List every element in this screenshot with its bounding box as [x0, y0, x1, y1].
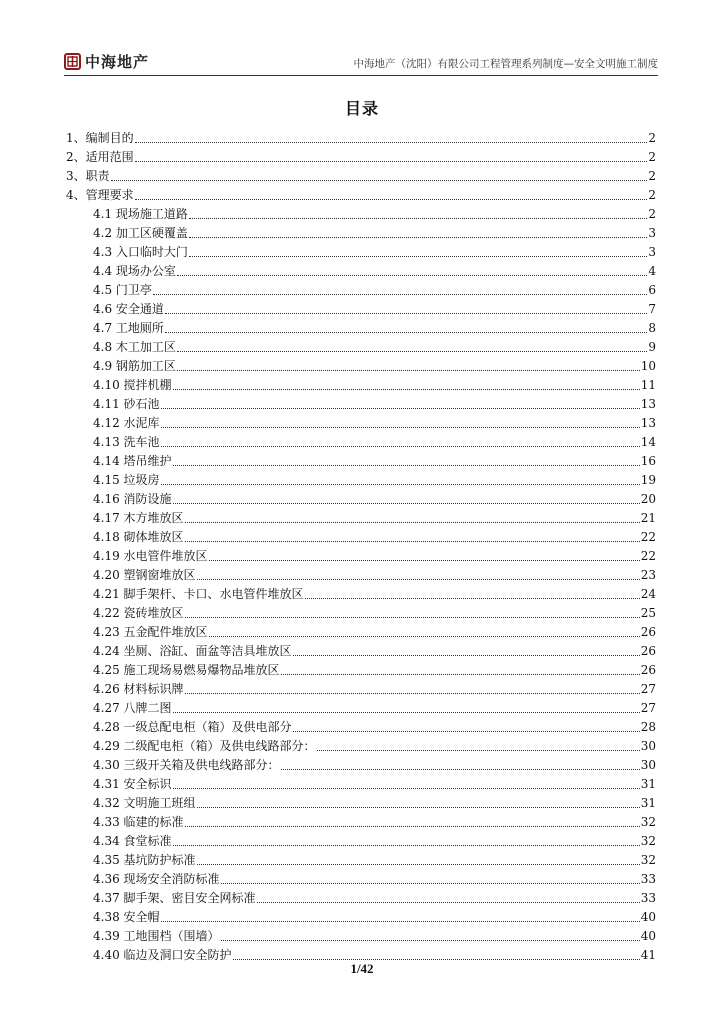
toc-entry[interactable]	[66, 716, 656, 735]
toc-entry-page: 21	[640, 511, 656, 525]
toc-entry-page: 31	[640, 796, 656, 810]
toc-dot-leader	[233, 955, 640, 960]
toc-entry[interactable]	[66, 127, 656, 146]
toc-entry[interactable]	[66, 564, 656, 583]
toc-entry-page: 30	[640, 758, 656, 772]
toc-entry-page: 9	[648, 340, 656, 354]
toc-entry-page: 13	[640, 416, 656, 430]
toc-entry-label: 4.8 木工加工区	[93, 340, 176, 354]
toc-dot-leader	[185, 518, 640, 523]
toc-entry[interactable]	[66, 431, 656, 450]
toc-entry[interactable]	[66, 184, 656, 203]
toc-entry[interactable]	[66, 754, 656, 773]
toc-dot-leader	[185, 613, 640, 618]
toc-entry-page: 13	[640, 397, 656, 411]
toc-entry[interactable]	[66, 241, 656, 260]
toc-entry[interactable]	[66, 830, 656, 849]
toc-entry-label: 4.40 临边及洞口安全防护	[93, 948, 232, 962]
toc-entry-page: 24	[640, 587, 656, 601]
toc-dot-leader	[185, 537, 640, 542]
toc-entry-page: 10	[640, 359, 656, 373]
toc-dot-leader	[189, 233, 647, 238]
toc-entry[interactable]	[66, 393, 656, 412]
toc-entry-page: 19	[640, 473, 656, 487]
toc-entry[interactable]	[66, 146, 656, 165]
toc-entry[interactable]	[66, 545, 656, 564]
toc-entry-label: 4.30 三级开关箱及供电线路部分：	[93, 758, 280, 772]
toc-entry-page: 32	[640, 853, 656, 867]
toc-dot-leader	[221, 936, 640, 941]
toc-entry-label: 4.25 施工现场易燃易爆物品堆放区	[93, 663, 280, 677]
toc-entry-label: 4.3 入口临时大门	[93, 245, 188, 259]
toc-entry-page: 16	[640, 454, 656, 468]
toc-dot-leader	[281, 765, 640, 770]
toc-dot-leader	[173, 708, 640, 713]
toc-entry[interactable]	[66, 165, 656, 184]
toc-entry-label: 4.27 八牌二图	[93, 701, 172, 715]
toc-entry-page: 4	[648, 264, 656, 278]
toc-entry-label: 4.2 加工区硬覆盖	[93, 226, 188, 240]
toc-entry[interactable]	[66, 298, 656, 317]
toc-entry[interactable]	[66, 678, 656, 697]
toc-dot-leader	[153, 290, 647, 295]
toc-dot-leader	[173, 385, 640, 390]
toc-entry[interactable]	[66, 450, 656, 469]
toc-dot-leader	[177, 347, 647, 352]
toc-dot-leader	[305, 594, 640, 599]
toc-entry[interactable]	[66, 279, 656, 298]
toc-entry-page: 6	[648, 283, 656, 297]
toc-entry[interactable]	[66, 222, 656, 241]
toc-entry-label: 4.37 脚手架、密目安全网标准	[93, 891, 256, 905]
toc-dot-leader	[173, 841, 640, 846]
toc-dot-leader	[161, 917, 640, 922]
toc-entry-label: 4.14 塔吊维护	[93, 454, 172, 468]
toc-dot-leader	[165, 328, 647, 333]
toc-entry-label: 4.9 钢筋加工区	[93, 359, 176, 373]
toc-dot-leader	[161, 423, 640, 428]
toc-dot-leader	[185, 822, 640, 827]
toc-entry[interactable]	[66, 925, 656, 944]
toc-entry-label: 4.18 砌体堆放区	[93, 530, 184, 544]
toc-entry[interactable]	[66, 336, 656, 355]
toc-entry-label: 4.7 工地厕所	[93, 321, 164, 335]
page-header	[64, 50, 658, 72]
toc-entry-label: 4.17 木方堆放区	[93, 511, 184, 525]
toc-entry[interactable]	[66, 773, 656, 792]
toc-entry-page: 27	[640, 682, 656, 696]
toc-entry-label: 4.15 垃圾房	[93, 473, 160, 487]
company-logo	[64, 52, 149, 70]
toc-entry[interactable]	[66, 868, 656, 887]
toc-entry-label: 4.33 临建的标准	[93, 815, 184, 829]
toc-entry[interactable]	[66, 887, 656, 906]
toc-dot-leader	[221, 879, 640, 884]
toc-entry-page: 11	[640, 378, 656, 392]
toc-entry-page: 2	[648, 169, 656, 183]
toc-entry-label: 4.32 文明施工班组	[93, 796, 196, 810]
toc-entry[interactable]	[66, 317, 656, 336]
toc-entry-label: 4.28 一级总配电柜（箱）及供电部分	[93, 720, 292, 734]
toc-entry[interactable]	[66, 602, 656, 621]
toc-entry[interactable]	[66, 640, 656, 659]
toc-entry-label: 4.5 门卫亭	[93, 283, 152, 297]
toc-entry[interactable]	[66, 583, 656, 602]
toc-entry-label: 4.12 水泥库	[93, 416, 160, 430]
toc-entry-label: 1、编制目的	[66, 131, 134, 145]
toc-dot-leader	[197, 803, 640, 808]
header-title: 中海地产（沈阳）有限公司工程管理系列制度—安全文明施工制度	[353, 58, 658, 70]
toc-entry-page: 26	[640, 644, 656, 658]
toc-entry-label: 4.6 安全通道	[93, 302, 164, 316]
toc-entry[interactable]	[66, 792, 656, 811]
toc-entry-page: 40	[640, 910, 656, 924]
toc-dot-leader	[161, 404, 640, 409]
toc-entry-page: 40	[640, 929, 656, 943]
logo-mark-icon	[64, 53, 81, 70]
toc-dot-leader	[135, 138, 648, 143]
toc-entry[interactable]	[66, 469, 656, 488]
toc-entry-label: 4.10 搅拌机棚	[93, 378, 172, 392]
toc-dot-leader	[111, 176, 648, 181]
toc-entry-label: 4.16 消防设施	[93, 492, 172, 506]
toc-entry-page: 2	[648, 188, 656, 202]
toc-dot-leader	[293, 727, 640, 732]
toc-entry-page: 22	[640, 549, 656, 563]
table-of-contents	[66, 127, 656, 963]
toc-entry-label: 4.11 砂石池	[93, 397, 160, 411]
toc-entry-page: 33	[640, 891, 656, 905]
toc-dot-leader	[257, 898, 640, 903]
toc-entry[interactable]	[66, 697, 656, 716]
toc-dot-leader	[281, 670, 640, 675]
toc-entry-page: 31	[640, 777, 656, 791]
toc-dot-leader	[173, 461, 640, 466]
toc-entry-label: 4.4 现场办公室	[93, 264, 176, 278]
toc-entry-page: 2	[648, 150, 656, 164]
toc-entry-label: 4.38 安全帽	[93, 910, 160, 924]
toc-dot-leader	[209, 556, 640, 561]
toc-entry[interactable]	[66, 811, 656, 830]
toc-entry-page: 41	[640, 948, 656, 962]
toc-dot-leader	[135, 195, 648, 200]
toc-entry-label: 4.35 基坑防护标准	[93, 853, 196, 867]
toc-entry-page: 22	[640, 530, 656, 544]
toc-entry[interactable]	[66, 735, 656, 754]
page-title: 目录	[344, 99, 379, 118]
toc-entry-label: 4.34 食堂标准	[93, 834, 172, 848]
toc-entry-page: 3	[648, 245, 656, 259]
toc-entry[interactable]	[66, 374, 656, 393]
toc-entry-page: 2	[648, 207, 656, 221]
toc-entry-page: 25	[640, 606, 656, 620]
toc-dot-leader	[177, 271, 647, 276]
toc-dot-leader	[185, 689, 640, 694]
toc-entry-page: 27	[640, 701, 656, 715]
toc-dot-leader	[189, 214, 647, 219]
toc-entry-label: 4.20 塑钢窗堆放区	[93, 568, 196, 582]
toc-entry[interactable]	[66, 355, 656, 374]
toc-dot-leader	[197, 575, 640, 580]
toc-entry-label: 4.31 安全标识	[93, 777, 172, 791]
toc-entry-page: 32	[640, 815, 656, 829]
toc-entry-label: 4.26 材料标识牌	[93, 682, 184, 696]
toc-entry[interactable]	[66, 507, 656, 526]
toc-dot-leader	[135, 157, 648, 162]
toc-entry[interactable]	[66, 621, 656, 640]
toc-entry-label: 4.39 工地围档（围墙）	[93, 929, 220, 943]
toc-entry[interactable]	[66, 488, 656, 507]
toc-entry-page: 32	[640, 834, 656, 848]
toc-entry-page: 23	[640, 568, 656, 582]
toc-entry-page: 3	[648, 226, 656, 240]
toc-entry-label: 4.13 洗车池	[93, 435, 160, 449]
toc-entry-label: 4.19 水电管件堆放区	[93, 549, 208, 563]
toc-entry-label: 4.21 脚手架杆、卡口、水电管件堆放区	[93, 587, 304, 601]
toc-dot-leader	[189, 252, 647, 257]
toc-entry-page: 26	[640, 625, 656, 639]
toc-entry-page: 26	[640, 663, 656, 677]
toc-entry-page: 2	[648, 131, 656, 145]
toc-entry[interactable]	[66, 906, 656, 925]
toc-entry[interactable]	[66, 412, 656, 431]
toc-entry-label: 4.22 瓷砖堆放区	[93, 606, 184, 620]
toc-entry-label: 4.1 现场施工道路	[93, 207, 188, 221]
toc-entry-label: 4.29 二级配电柜（箱）及供电线路部分：	[93, 739, 316, 753]
toc-entry-label: 4.24 坐厕、浴缸、面盆等洁具堆放区	[93, 644, 292, 658]
toc-entry-page: 30	[640, 739, 656, 753]
toc-dot-leader	[173, 784, 640, 789]
toc-entry[interactable]	[66, 203, 656, 222]
toc-entry-page: 28	[640, 720, 656, 734]
toc-dot-leader	[161, 442, 640, 447]
toc-entry-page: 7	[648, 302, 656, 316]
toc-entry[interactable]	[66, 659, 656, 678]
header-divider	[64, 75, 658, 76]
toc-dot-leader	[161, 480, 640, 485]
toc-entry-page: 8	[648, 321, 656, 335]
toc-dot-leader	[197, 860, 640, 865]
logo-text: 中海地产	[85, 52, 150, 71]
toc-entry-label: 4.23 五金配件堆放区	[93, 625, 208, 639]
toc-entry[interactable]	[66, 526, 656, 545]
toc-entry-page: 33	[640, 872, 656, 886]
toc-entry[interactable]	[66, 849, 656, 868]
toc-entry-label: 3、职责	[66, 169, 110, 183]
toc-entry-label: 4、管理要求	[66, 188, 134, 202]
toc-entry[interactable]	[66, 260, 656, 279]
toc-dot-leader	[177, 366, 640, 371]
toc-entry-page: 14	[640, 435, 656, 449]
toc-dot-leader	[209, 632, 640, 637]
page-number: 1/42	[350, 961, 374, 976]
toc-entry-label: 4.36 现场安全消防标准	[93, 872, 220, 886]
toc-entry-label: 2、适用范围	[66, 150, 134, 164]
toc-dot-leader	[173, 499, 640, 504]
toc-dot-leader	[165, 309, 647, 314]
toc-dot-leader	[317, 746, 640, 751]
toc-entry-page: 20	[640, 492, 656, 506]
toc-dot-leader	[293, 651, 640, 656]
